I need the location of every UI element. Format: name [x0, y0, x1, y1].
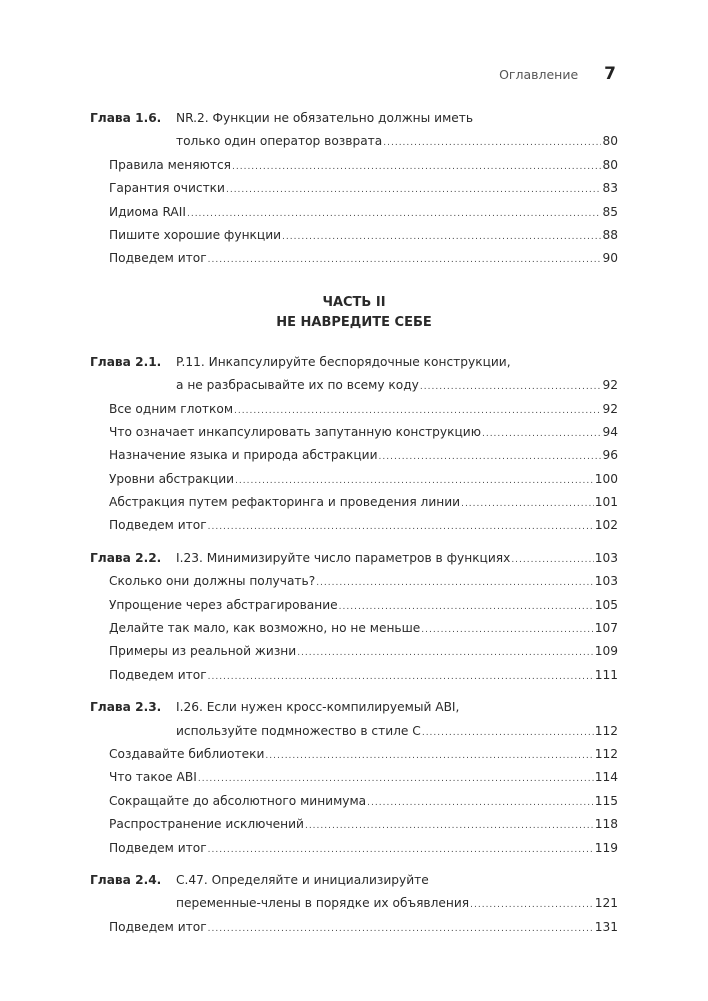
chapter-block [90, 547, 618, 687]
section-entry[interactable] [90, 617, 618, 640]
entry-page: 119 [594, 840, 618, 855]
chapter-label: Глава 2.2. [90, 550, 162, 565]
chapter-block [90, 107, 618, 271]
chapter-title-row[interactable] [90, 720, 618, 743]
entry-title: Все одним глотком [109, 401, 234, 416]
dot-leader [379, 446, 602, 469]
dot-leader [461, 493, 594, 516]
entry-title: Что такое ABI [109, 770, 197, 785]
entry-title: Подведем итог [109, 919, 207, 934]
entry-page: 102 [594, 518, 618, 533]
chapter-title-row[interactable] [90, 374, 618, 397]
section-entry[interactable] [90, 514, 618, 537]
entry-page: 103 [594, 550, 618, 565]
entry-page: 115 [594, 793, 618, 808]
entry-page: 96 [602, 448, 618, 463]
entry-title: Делайте так мало, как возможно, но не меньше [109, 621, 421, 636]
section-entry[interactable] [90, 224, 618, 247]
chapter-title-row[interactable] [90, 130, 618, 153]
chapter-label: Глава 2.4. [90, 872, 162, 887]
chapter-block [90, 869, 618, 939]
entry-page: 109 [594, 644, 618, 659]
running-title: Оглавление [499, 67, 579, 82]
section-entry[interactable] [90, 640, 618, 663]
chapter-title-line: NR.2. Функции не обязательно должны иметь [176, 111, 474, 125]
entry-page: 88 [602, 227, 618, 242]
chapter-label: Глава 2.1. [90, 354, 162, 369]
chapter-title-row[interactable] [90, 107, 618, 130]
dot-leader [234, 400, 601, 423]
dot-leader [282, 226, 601, 249]
entry-page: 80 [602, 157, 618, 172]
dot-leader [208, 666, 594, 689]
entry-page: 118 [594, 817, 618, 832]
section-entry[interactable] [90, 398, 618, 421]
dot-leader [511, 549, 593, 572]
entry-title: Назначение языка и природа абстракции [109, 448, 378, 463]
entry-page: 105 [594, 597, 618, 612]
dot-leader [305, 815, 594, 838]
entry-title: I.23. Минимизируйте число параметров в функциях [176, 550, 511, 565]
section-entry[interactable] [90, 444, 618, 467]
section-entry[interactable] [90, 790, 618, 813]
page-number: 7 [604, 64, 616, 84]
chapter-block [90, 696, 618, 860]
entry-page: 92 [602, 378, 618, 393]
dot-leader [187, 203, 602, 226]
section-entry[interactable] [90, 570, 618, 593]
entry-page: 107 [594, 621, 618, 636]
section-entry[interactable] [90, 837, 618, 860]
chapter-block [90, 351, 618, 538]
section-entry[interactable] [90, 743, 618, 766]
entry-page: 103 [594, 574, 618, 589]
section-entry[interactable] [90, 491, 618, 514]
dot-leader [297, 642, 594, 665]
chapter-title-line: P.11. Инкапсулируйте беспорядочные конструкции, [176, 354, 511, 369]
entry-title: Гарантия очистки [109, 181, 225, 196]
entry-title: переменные-члены в порядке их объявления [176, 896, 470, 911]
entry-page: 111 [594, 667, 618, 682]
entry-title: Примеры из реальной жизни [109, 644, 297, 659]
entry-title: Сокращайте до абсолютного минимума [109, 793, 367, 808]
section-entry[interactable] [90, 201, 618, 224]
entry-title: Правила меняются [109, 157, 231, 172]
chapter-title-row[interactable] [90, 351, 618, 374]
section-entry[interactable] [90, 916, 618, 939]
chapter-title-row[interactable] [90, 892, 618, 915]
entry-title: Упрощение через абстрагирование [109, 597, 338, 612]
entry-title: используйте подмножество в стиле C [176, 723, 421, 738]
dot-leader [420, 376, 602, 399]
chapter-title-row[interactable] [90, 547, 618, 570]
entry-title: Создавайте библиотеки [109, 746, 265, 761]
section-entry[interactable] [90, 594, 618, 617]
dot-leader [235, 470, 594, 493]
section-entry[interactable] [90, 421, 618, 444]
dot-leader [367, 792, 594, 815]
dot-leader [421, 619, 593, 642]
entry-title: Подведем итог [109, 840, 207, 855]
entry-page: 83 [602, 181, 618, 196]
entry-page: 85 [602, 204, 618, 219]
dot-leader [265, 745, 593, 768]
entry-page: 90 [602, 251, 618, 266]
section-entry[interactable] [90, 154, 618, 177]
dot-leader [208, 249, 602, 272]
entry-page: 121 [594, 896, 618, 911]
entry-page: 112 [594, 746, 618, 761]
dot-leader [232, 156, 601, 179]
dot-leader [198, 768, 594, 791]
entry-title: Сколько они должны получать? [109, 574, 316, 589]
entry-title: Идиома RAII [109, 204, 186, 219]
entry-page: 112 [594, 723, 618, 738]
dot-leader [208, 839, 594, 862]
part-heading [90, 293, 618, 333]
entry-title: Распространение исключений [109, 817, 304, 832]
entry-page: 101 [594, 495, 618, 510]
entry-title: Подведем итог [109, 667, 207, 682]
dot-leader [208, 918, 594, 941]
dot-leader [383, 132, 601, 155]
entry-page: 92 [602, 401, 618, 416]
dot-leader [470, 894, 594, 917]
dot-leader [208, 516, 594, 539]
dot-leader [422, 722, 594, 745]
entry-title: только один оператор возврата [176, 134, 383, 149]
section-entry[interactable] [90, 247, 618, 270]
dot-leader [482, 423, 602, 446]
chapter-title-row[interactable] [90, 869, 618, 892]
table-of-contents [90, 107, 618, 939]
dot-leader [316, 572, 594, 595]
running-header [499, 64, 616, 84]
entry-page: 94 [602, 424, 618, 439]
section-entry[interactable] [90, 177, 618, 200]
chapter-label: Глава 2.3. [90, 700, 162, 715]
entry-title: а не разбрасывайте их по всему коду [176, 378, 419, 393]
chapter-title-row[interactable] [90, 696, 618, 719]
dot-leader [226, 179, 602, 202]
chapter-title-line: I.26. Если нужен кросс-компилируемый ABI, [176, 700, 460, 715]
chapter-title-line: C.47. Определяйте и инициализируйте [176, 872, 429, 887]
section-entry[interactable] [90, 468, 618, 491]
section-entry[interactable] [90, 664, 618, 687]
entry-title: Подведем итог [109, 518, 207, 533]
entry-page: 80 [602, 134, 618, 149]
part-heading-line: ЧАСТЬ II [322, 294, 386, 310]
chapter-label: Глава 1.6. [90, 111, 162, 125]
dot-leader [339, 596, 594, 619]
entry-page: 114 [594, 770, 618, 785]
section-entry[interactable] [90, 813, 618, 836]
entry-page: 100 [594, 471, 618, 486]
entry-title: Подведем итог [109, 251, 207, 266]
entry-page: 131 [594, 919, 618, 934]
entry-title: Пишите хорошие функции [109, 227, 282, 242]
entry-title: Абстракция путем рефакторинга и проведения линии [109, 495, 461, 510]
part-heading-line: НЕ НАВРЕДИТЕ СЕБЕ [276, 314, 432, 330]
entry-title: Уровни абстракции [109, 471, 235, 486]
section-entry[interactable] [90, 766, 618, 789]
entry-title: Что означает инкапсулировать запутанную конструкцию [109, 424, 481, 439]
